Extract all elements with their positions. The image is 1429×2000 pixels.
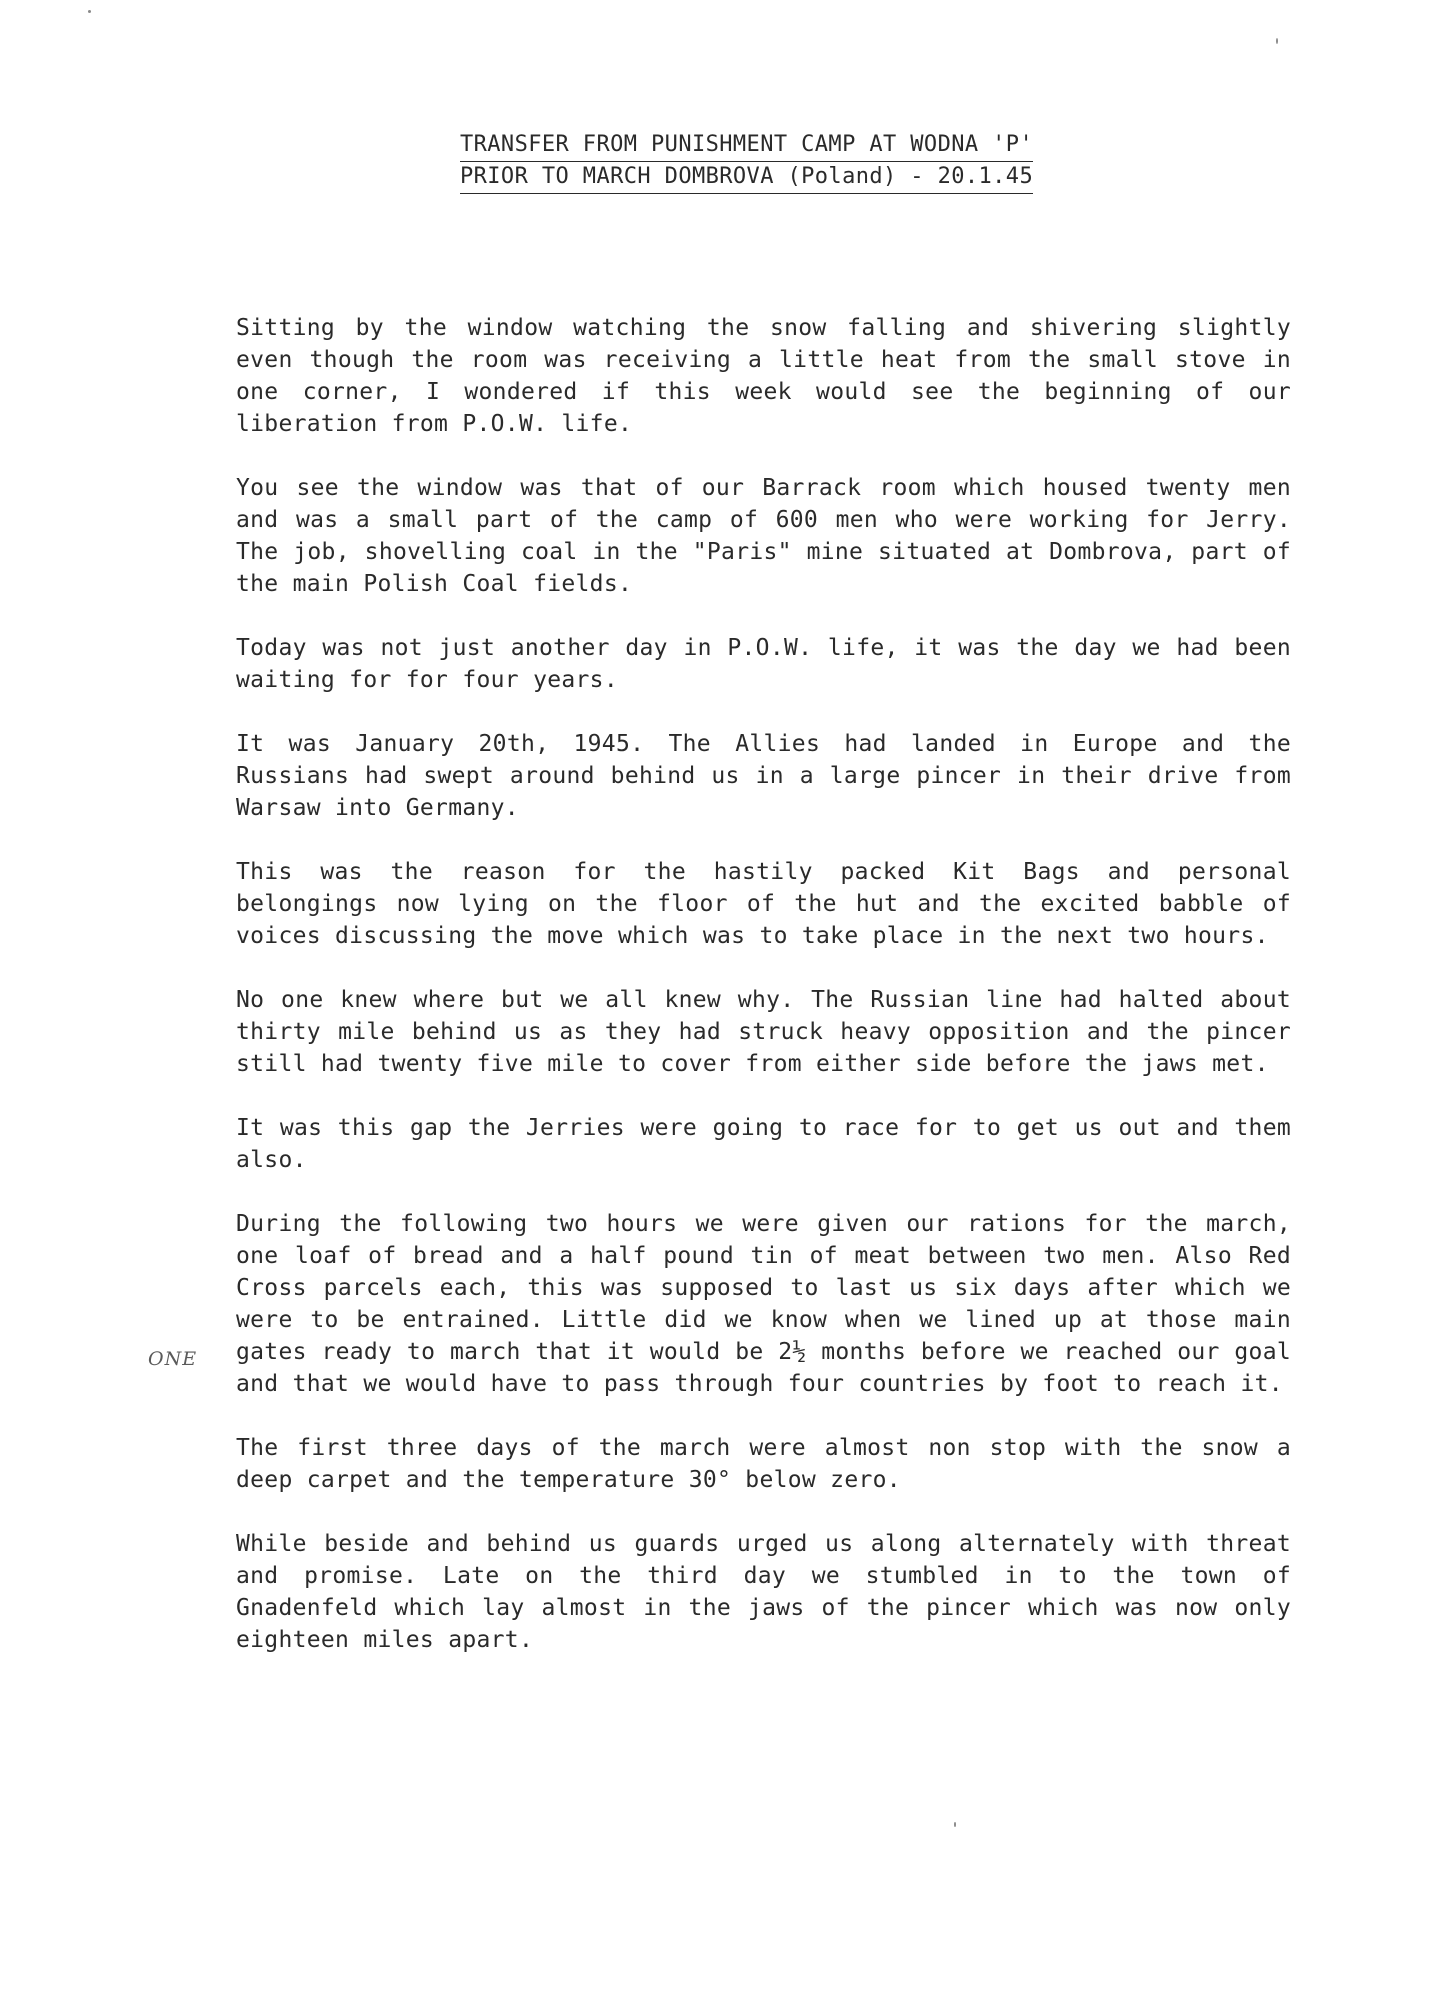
paragraph: Sitting by the window watching the snow falling and shivering slightly even though the room was receiving a little heat from the small stove in one corner, I wondered if this week would see the beginning of our liberation from P.O.W. life. <box>236 315 1291 437</box>
paragraph: This was the reason for the hastily packed Kit Bags and personal belongings now lying on the floor of the hut and the excited babble of voices discussing the move which was to take place in the next two hours. <box>236 859 1291 949</box>
paragraph: While beside and behind us guards urged us along alternately with threat and promise. Late on the third day we stumbled in to the town of Gnadenfeld which lay almost in the jaws of the pincer which was now only eighteen miles apart. <box>236 1531 1291 1653</box>
body-text <box>236 312 1291 1688</box>
paragraph: It was this gap the Jerries were going to race for to get us out and them also. <box>236 1115 1291 1173</box>
title-line-2: PRIOR TO MARCH DOMBROVA (Poland) - 20.1.45 <box>460 162 1033 194</box>
paragraph: Today was not just another day in P.O.W. life, it was the day we had been waiting for for four years. <box>236 635 1291 693</box>
paper-speck <box>954 1822 956 1827</box>
paragraph: You see the window was that of our Barrack room which housed twenty men and was a small part of the camp of 600 men who were working for Jerry. The job, shovelling coal in the "Paris" mine situated at Dombrova, part of the main Polish Coal fields. <box>236 475 1291 597</box>
paper-speck <box>1276 38 1278 44</box>
paragraph: The first three days of the march were almost non stop with the snow a deep carpet and the temperature 30° below zero. <box>236 1435 1291 1493</box>
paragraph: No one knew where but we all knew why. The Russian line had halted about thirty mile behind us as they had struck heavy opposition and the pincer still had twenty five mile to cover from either side before the jaws met. <box>236 987 1291 1077</box>
paper-speck <box>88 10 91 13</box>
title-line-1: TRANSFER FROM PUNISHMENT CAMP AT WODNA 'P' <box>460 130 1033 162</box>
title-block <box>460 130 1070 194</box>
paragraph: During the following two hours we were given our rations for the march, one loaf of bread and a half pound tin of meat between two men. Also Red Cross parcels each, this was supposed to last us six days after which we were to be entrained. Little did we know when we lined up at those main gates ready to march that it would be 2½ months before we reached our goal and that we would have to pass through four countries by foot to reach it. <box>236 1211 1291 1397</box>
paragraph: It was January 20th, 1945. The Allies had landed in Europe and the Russians had swept around behind us in a large pincer in their drive from Warsaw into Germany. <box>236 731 1291 821</box>
handwritten-margin-note: ONE <box>148 1348 198 1370</box>
